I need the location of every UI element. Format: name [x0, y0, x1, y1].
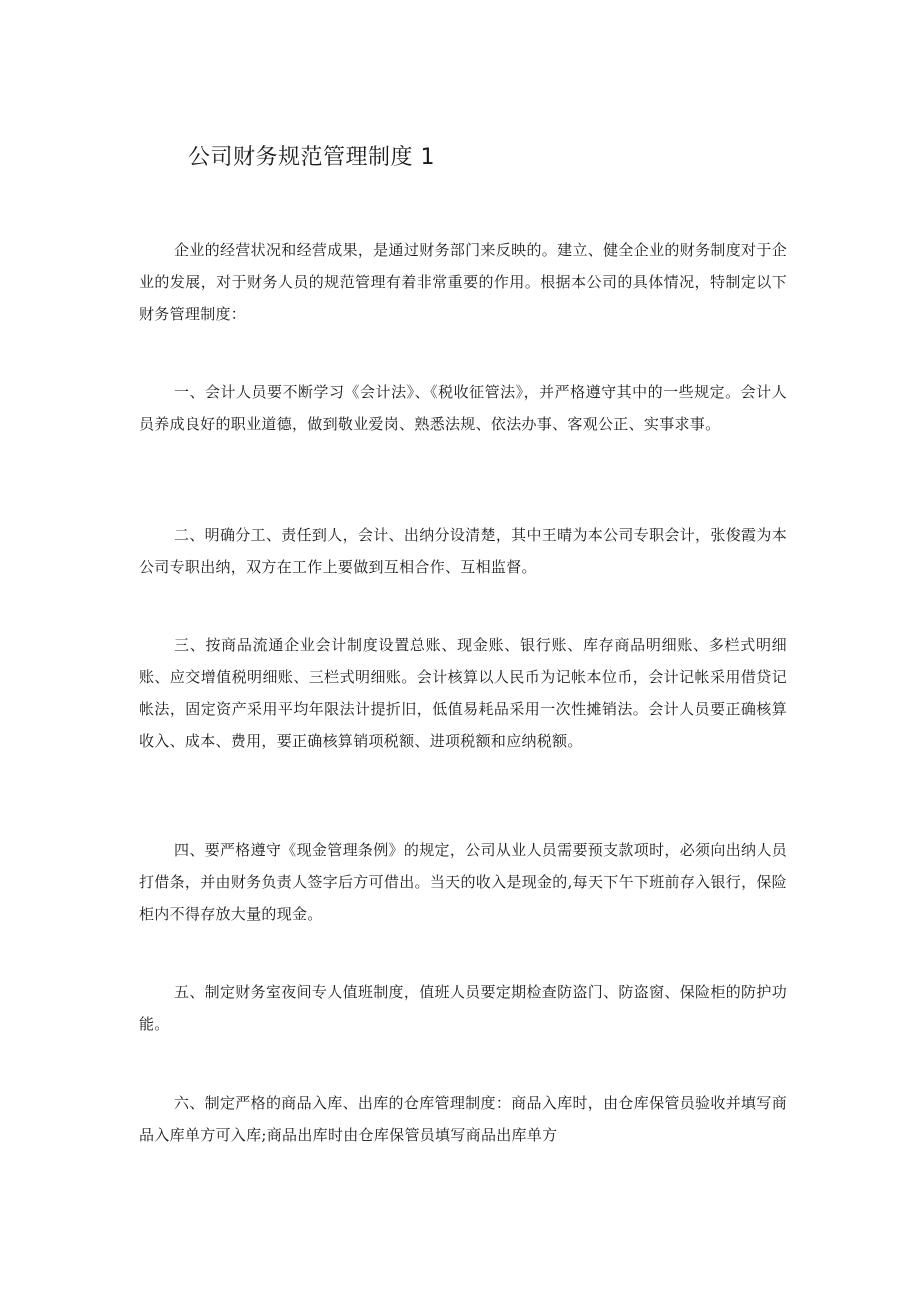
clause-4-paragraph: 四、要严格遵守《现金管理条例》的规定，公司从业人员需要预支款项时，必须向出纳人员打借条，并由财务负责人签字后方可借出。当天的收入是现金的,每天下午下班前存入银行，保险柜内不得存放大量的现金。 — [139, 841, 787, 923]
clause-2-paragraph: 二、明确分工、责任到人，会计、出纳分设清楚，其中王晴为本公司专职会计，张俊霞为本公司专职出纳，双方在工作上要做到互相合作、互相监督。 — [139, 526, 787, 576]
intro-paragraph: 企业的经营状况和经营成果，是通过财务部门来反映的。建立、健全企业的财务制度对于企业的发展，对于财务人员的规范管理有着非常重要的作用。根据本公司的具体情况，特制定以下财务管理制度： — [139, 241, 787, 323]
document-title: 公司财务规范管理制度 1 — [188, 145, 435, 170]
clause-5-paragraph: 五、制定财务室夜间专人值班制度，值班人员要定期检查防盗门、防盗窗、保险柜的防护功能。 — [139, 983, 787, 1033]
clause-6-paragraph: 六、制定严格的商品入库、出库的仓库管理制度：商品入库时，由仓库保管员验收并填写商品入库单方可入库;商品出库时由仓库保管员填写商品出库单方 — [139, 1094, 787, 1144]
clause-1-paragraph: 一、会计人员要不断学习《会计法》、《税收征管法》，并严格遵守其中的一些规定。会计人员养成良好的职业道德，做到敬业爱岗、熟悉法规、依法办事、客观公正、实事求事。 — [139, 383, 787, 433]
clause-3-paragraph: 三、按商品流通企业会计制度设置总账、现金账、银行账、库存商品明细账、多栏式明细账、应交增值税明细账、三栏式明细账。会计核算以人民币为记帐本位币，会计记帐采用借贷记帐法，固定资产采用平均年限法计提折旧，低值易耗品采用一次性摊销法。会计人员要正确核算收入、成本、费用，要正确核算销项税额、进项税额和应纳税额。 — [139, 636, 787, 750]
